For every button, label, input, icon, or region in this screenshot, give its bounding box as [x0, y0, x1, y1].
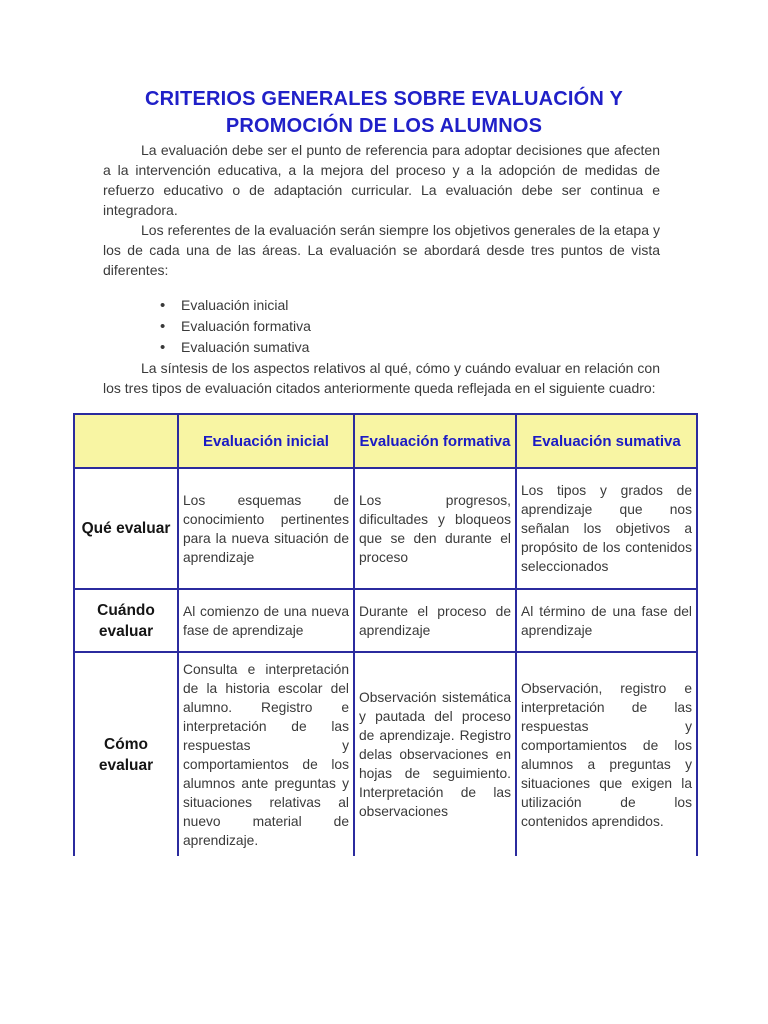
- table-row-que-evaluar: [74, 468, 697, 589]
- body-text-column: [103, 140, 660, 398]
- list-item-evaluacion-inicial: • Evaluación inicial: [158, 295, 660, 316]
- cell-cuando-inicial: Al comienzo de una nueva fase de aprendizaje: [178, 589, 354, 652]
- row-label-que-evaluar: Qué evaluar: [74, 468, 178, 589]
- document-title: [0, 0, 768, 140]
- cell-como-sumativa: Observación, registro e interpretación de las respuestas y comportamientos de los alumnos a preguntas y situaciones que exigen la utilización de los contenidos aprendidos.: [516, 652, 697, 856]
- table-header-empty: [74, 414, 178, 468]
- cell-como-inicial: Consulta e interpretación de la historia escolar del alumno. Registro e interpretación de las respuestas y comportamientos de los alumnos ante preguntas y situaciones relativas al nuevo material de aprendizaje.: [178, 652, 354, 856]
- paragraph-evaluation-reference: La evaluación debe ser el punto de referencia para adoptar decisiones que afecten a la intervención educativa, a la mejora del proceso y a la adopción de medidas de refuerzo educativo o de adaptación curricular. La evaluación debe ser continua e integradora.: [103, 142, 660, 218]
- table-row-cuando-evaluar: [74, 589, 697, 652]
- table-header-evaluacion-sumativa: Evaluación sumativa: [516, 414, 697, 468]
- row-label-cuando-evaluar: Cuándo evaluar: [74, 589, 178, 652]
- table-header-row: [74, 414, 697, 468]
- table-header-evaluacion-formativa: Evaluación formativa: [354, 414, 516, 468]
- title-line-1: CRITERIOS GENERALES SOBRE EVALUACIÓN Y: [144, 88, 624, 110]
- cell-como-formativa: Observación sistemática y pautada del proceso de aprendizaje. Registro delas observaciones en hojas de seguimiento. Interpretación de las observaciones: [354, 652, 516, 856]
- table-row-como-evaluar: [74, 652, 697, 856]
- title-line-2: PROMOCIÓN DE LOS ALUMNOS: [225, 115, 543, 137]
- list-item-evaluacion-formativa: • Evaluación formativa: [158, 316, 660, 337]
- cell-que-inicial: Los esquemas de conocimiento pertinentes para la nueva situación de aprendizaje: [178, 468, 354, 589]
- evaluation-types-list: [103, 295, 660, 358]
- row-label-como-evaluar: Cómo evaluar: [74, 652, 178, 856]
- cell-que-formativa: Los progresos, dificultades y bloqueos que se den durante el proceso: [354, 468, 516, 589]
- cell-cuando-formativa: Durante el proceso de aprendizaje: [354, 589, 516, 652]
- list-item-evaluacion-sumativa: • Evaluación sumativa: [158, 337, 660, 358]
- evaluation-table: [73, 413, 698, 856]
- paragraph-table-intro: La síntesis de los aspectos relativos al qué, cómo y cuándo evaluar en relación con los tres tipos de evaluación citados anteriormente queda reflejada en el siguiente cuadro:: [103, 360, 660, 396]
- paragraph-evaluation-referents: Los referentes de la evaluación serán siempre los objetivos generales de la etapa y los de cada una de las áreas. La evaluación se abordará desde tres puntos de vista diferentes:: [103, 222, 660, 278]
- table-header-evaluacion-inicial: Evaluación inicial: [178, 414, 354, 468]
- cell-que-sumativa: Los tipos y grados de aprendizaje que nos señalan los objetivos a propósito de los contenidos seleccionados: [516, 468, 697, 589]
- cell-cuando-sumativa: Al término de una fase del aprendizaje: [516, 589, 697, 652]
